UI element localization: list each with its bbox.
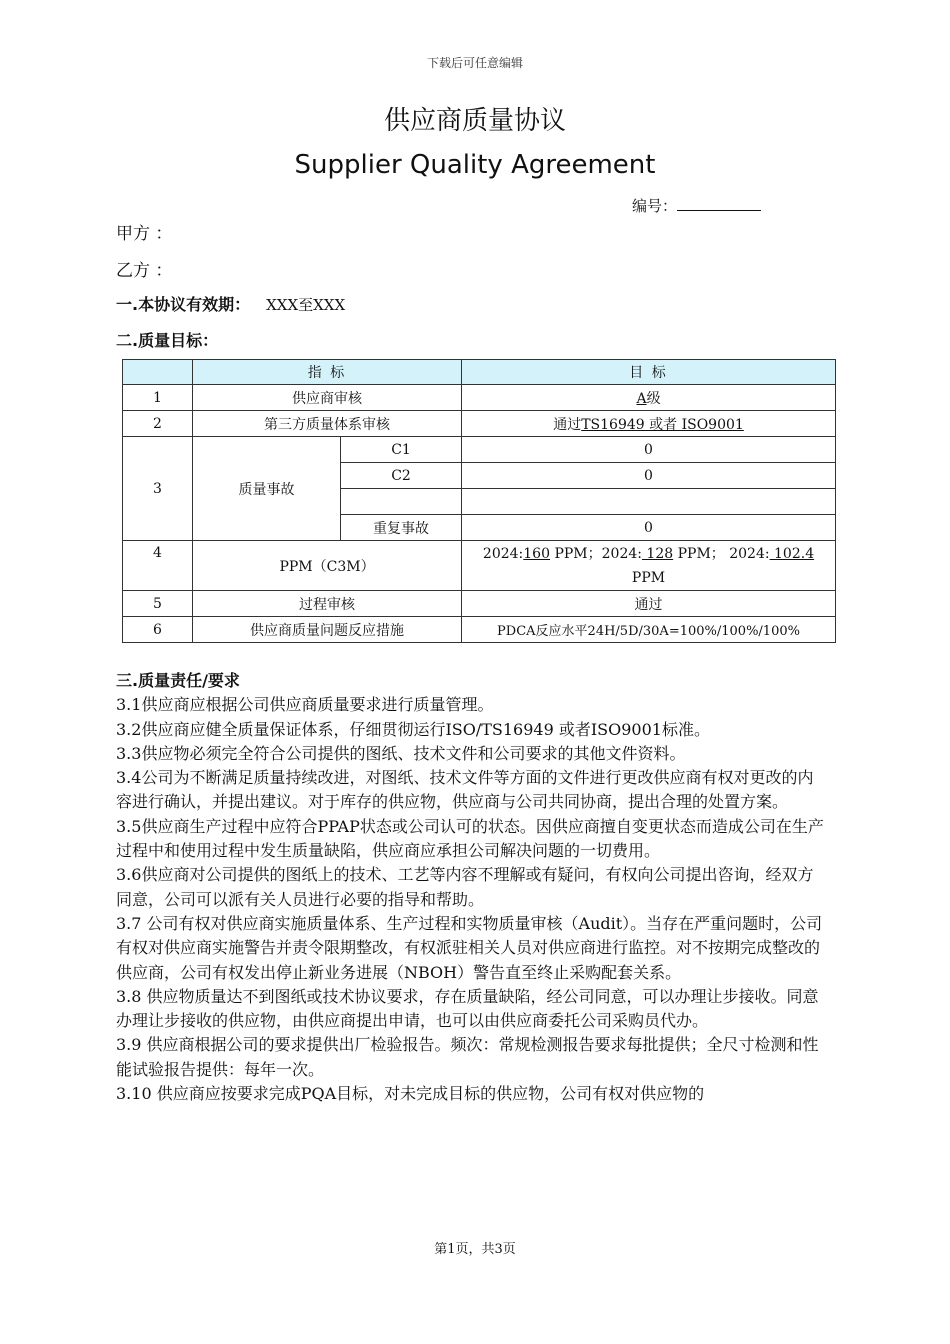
table-row	[123, 385, 836, 411]
ppm-text: PPM； 2024:	[673, 545, 770, 562]
row-no: 1	[123, 385, 193, 411]
row-indicator: 质量事故	[193, 437, 341, 541]
row-target	[462, 385, 836, 411]
row-no: 2	[123, 411, 193, 437]
table-header-indicator: 指 标	[193, 360, 462, 385]
row-no: 4	[123, 541, 193, 591]
ppm-text: PPM；2024:	[550, 545, 642, 562]
row-target: 通过	[462, 591, 836, 617]
clause: 3.2供应商应健全质量保证体系，仔细贯彻运行ISO/TS16949 或者ISO9001标准。	[116, 719, 710, 739]
party-b-label: 乙方 ：	[116, 261, 173, 281]
ppm-text: PPM	[631, 569, 666, 586]
section-quality-goals-heading: 二.质量目标：	[116, 331, 219, 350]
table-row	[123, 437, 836, 463]
section-validity	[116, 292, 345, 315]
serial-label: 编号：	[632, 197, 678, 215]
row-indicator: 第三方质量体系审核	[193, 411, 462, 437]
clause: 3.5供应商生产过程中应符合PPAP状态或公司认可的状态。因供应商擅自变更状态而造成公司在生产过程中和使用过程中发生质量缺陷，供应商应承担公司解决问题的一切费用。	[116, 816, 824, 861]
row-target: PDCA反应水平24H/5D/30A=100%/100%/100%	[462, 617, 836, 643]
row-indicator: 供应商审核	[193, 385, 462, 411]
table-row	[123, 591, 836, 617]
party-a-label: 甲方 ：	[116, 224, 173, 244]
section-responsibilities-heading: 三.质量责任/要求	[116, 671, 240, 690]
sub-indicator: C1	[341, 437, 462, 463]
section-responsibilities	[116, 669, 826, 1106]
clause: 3.4公司为不断满足质量持续改进，对图纸、技术文件等方面的文件进行更改供应商有权对更改的内容进行确认，并提出建议。对于库存的供应物，供应商与公司共同协商，提出合理的处置方案。	[116, 768, 814, 812]
table-header-row	[123, 360, 836, 385]
row-no: 6	[123, 617, 193, 643]
sub-indicator	[341, 489, 462, 515]
ppm-value: 160	[523, 545, 550, 562]
sub-indicator: 重复事故	[341, 515, 462, 541]
row-target	[462, 489, 836, 515]
table-row	[123, 617, 836, 643]
clause: 3.9 供应商根据公司的要求提供出厂检验报告。频次：常规检测报告要求每批提供；全尺寸检测和性能试验报告提供：每年一次。	[116, 1035, 819, 1079]
row-indicator: PPM（C3M）	[193, 541, 462, 591]
clause: 3.7 公司有权对供应商实施质量体系、生产过程和实物质量审核（Audit）。当存在严重问题时，公司有权对供应商实施警告并责令限期整改，有权派驻相关人员对供应商进行监控。对不按期完成整改的供应商，公司有权发出停止新业务进展（NBOH）警告直至终止采购配套关系。	[116, 913, 823, 982]
row-target	[462, 541, 836, 591]
target-underlined: TS16949 或者 ISO9001	[581, 416, 744, 433]
clause: 3.8 供应物质量达不到图纸或技术协议要求，存在质量缺陷，经公司同意，可以办理让步接收。同意办理让步接收的供应物，由供应商提出申请，也可以由供应商委托公司采购员代办。	[116, 986, 819, 1031]
row-indicator: 过程审核	[193, 591, 462, 617]
table-header-no	[123, 360, 193, 385]
serial-number-field	[632, 195, 761, 216]
serial-blank-line	[677, 196, 761, 211]
quality-goals-table	[122, 359, 836, 643]
section-validity-heading: 一.本协议有效期：	[116, 295, 251, 314]
sub-indicator: C2	[341, 463, 462, 489]
page-footer: 第1页，共3页	[434, 1242, 516, 1257]
page-title: 供应商质量协议	[383, 106, 566, 136]
header-note: 下载后可任意编辑	[426, 56, 523, 70]
table-header-target: 目 标	[462, 360, 836, 385]
target-underlined: A	[636, 390, 647, 407]
clause: 3.1供应商应根据公司供应商质量要求进行质量管理。	[116, 695, 494, 715]
clause: 3.6供应商对公司提供的图纸上的技术、工艺等内容不理解或有疑问，有权向公司提出咨询，经双方同意，公司可以派有关人员进行必要的指导和帮助。	[116, 865, 814, 909]
clause: 3.3供应物必须完全符合公司提供的图纸、技术文件和公司要求的其他文件资料。	[116, 743, 686, 763]
ppm-value: 128	[641, 545, 674, 562]
page-subtitle: Supplier Quality Agreement	[294, 150, 656, 180]
row-no: 5	[123, 591, 193, 617]
row-target: 0	[462, 463, 836, 489]
ppm-text: 2024:	[482, 545, 524, 562]
clause: 3.10 供应商应按要求完成PQA目标，对未完成目标的供应物，公司有权对供应物的	[116, 1084, 705, 1104]
table-row	[123, 411, 836, 437]
target-text: 级	[646, 390, 661, 407]
row-target: 0	[462, 515, 836, 541]
section-validity-value: XXX至XXX	[266, 296, 346, 314]
row-target	[462, 411, 836, 437]
row-no: 3	[123, 437, 193, 541]
table-row	[123, 541, 836, 591]
row-indicator: 供应商质量问题反应措施	[193, 617, 462, 643]
row-target: 0	[462, 437, 836, 463]
ppm-value: 102.4	[769, 545, 815, 562]
target-text: 通过	[553, 416, 582, 433]
